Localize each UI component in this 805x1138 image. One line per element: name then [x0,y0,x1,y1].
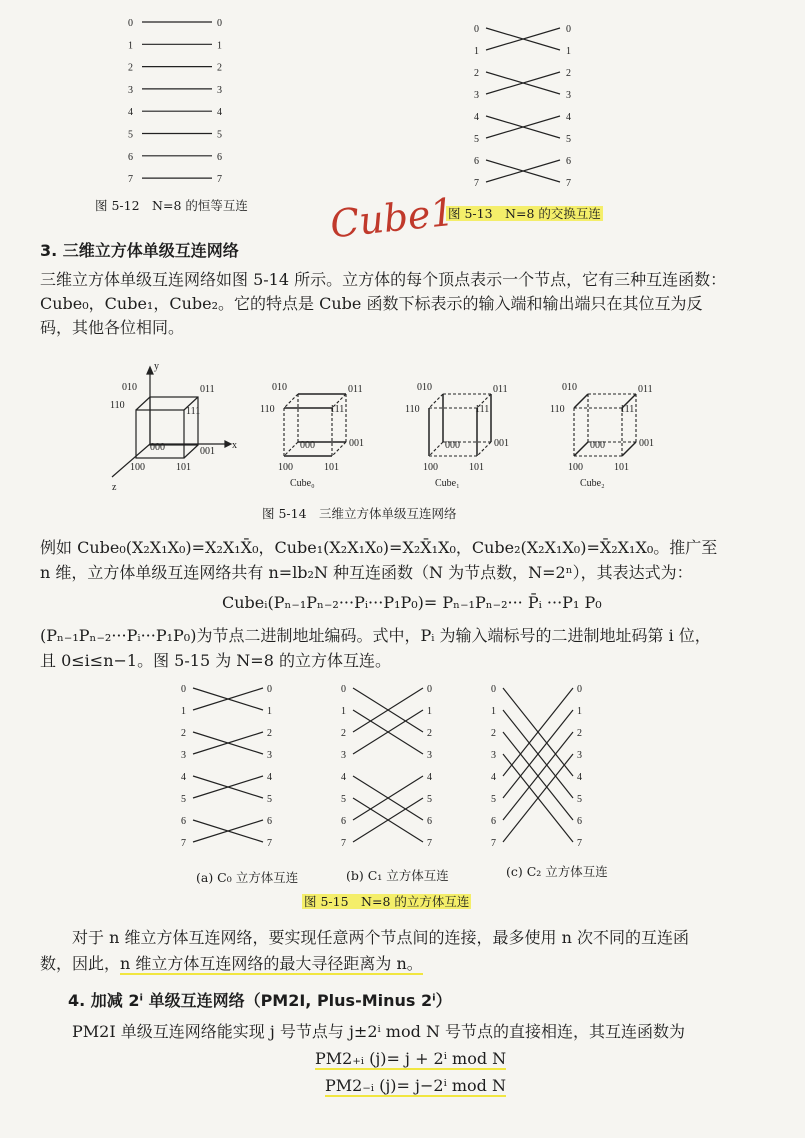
figure-5-12 [120,12,250,192]
fig15-0-in-3: 3 [181,750,186,761]
fig15-1-in-1: 1 [341,706,346,717]
fig15-1-out-6: 6 [427,816,432,827]
section-3-heading: 3. 三维立方体单级互连网络 [40,241,239,260]
paragraph-3-line-1: 对于 n 维立方体互连网络，要实现任意两个节点间的连接，最多使用 n 次不同的互连函 [72,928,689,947]
cube-1 [405,382,509,489]
cube-1-v-010: 010 [417,382,432,393]
figure-5-13 [470,18,585,198]
figure-5-13-caption [446,204,603,222]
cube-0-label: Cube₀ [290,478,315,489]
figure-5-13-caption-text: 图 5-13 N=8 的交换互连 [448,206,601,221]
section-3-paragraph: 三维立方体单级互连网络如图 5-14 所示。立方体的每个顶点表示一个节点，它有三种互连函数：Cube₀，Cube₁，Cube₂。它的特点是 Cube 函数下标表示的输入端和输出端只在其位互为反码，其他各位相同。 [40,270,727,337]
cube-2-v-011: 011 [638,384,653,395]
fig15-1-out-0: 0 [427,684,432,695]
figure-5-15 [175,680,615,850]
figure-5-14-caption: 图 5-14 三维立方体单级互连网络 [262,506,457,521]
f12-out-3: 3 [217,84,222,96]
fig15-1-out-7: 7 [427,838,432,849]
pm2-minus-formula-text: PM2₋ᵢ (j)= j−2ⁱ mod N [325,1076,506,1095]
f12-in-7: 7 [128,174,133,186]
axis-x: x [232,440,237,451]
cube-1-v-001: 001 [494,438,509,449]
fig15-0-out-2: 2 [267,728,272,739]
f13-out-6: 6 [566,156,571,167]
pm2-plus-formula [315,1049,506,1068]
figure-5-15-caption-text: 图 5-15 N=8 的立方体互连 [304,894,470,909]
fig15-2-in-7: 7 [491,838,496,849]
axis-z: z [112,482,117,493]
figure-5-14 [100,352,660,502]
fig15-sub-b: (b) C₁ 立方体互连 [346,868,449,883]
fig15-net-2 [491,684,582,849]
cube-2-edge-010-110 [574,394,588,408]
cube-formula: Cubeᵢ(Pₙ₋₁Pₙ₋₂···Pᵢ···P₁P₀)= Pₙ₋₁Pₙ₋₂··· P̄ᵢ ···P₁ P₀ [222,593,602,612]
v-001: 001 [200,446,215,457]
cube-0-edge-000-100 [284,442,298,456]
paragraph-2-line-4: 且 0≤i≤n−1。图 5-15 为 N=8 的立方体互连。 [40,651,391,670]
v-000: 000 [150,442,165,453]
fig15-0-out-0: 0 [267,684,272,695]
fig15-2-in-6: 6 [491,816,496,827]
f13-in-2: 2 [474,68,479,79]
cube-1-v-101: 101 [469,462,484,473]
fig15-2-in-5: 5 [491,794,496,805]
fig15-net-1 [341,684,432,849]
f12-in-4: 4 [128,107,133,119]
cube-1-v-111: 111 [475,404,490,415]
f13-out-2: 2 [566,68,571,79]
v-010: 010 [122,382,137,393]
fig15-1-in-7: 7 [341,838,346,849]
v-111: 111 [186,406,201,417]
f13-out-0: 0 [566,24,571,35]
f13-out-7: 7 [566,178,571,189]
f12-in-2: 2 [128,62,133,74]
f13-in-0: 0 [474,24,479,35]
f13-out-4: 4 [566,112,571,123]
f13-out-1: 1 [566,46,571,57]
paragraph-3-line-2b: n 维立方体互连网络的最大寻径距离为 n。 [120,954,423,973]
cube-2-v-111: 111 [620,404,635,415]
fig15-0-in-7: 7 [181,838,186,849]
cube-2-edge-001-101 [622,442,636,456]
f12-in-3: 3 [128,84,133,96]
cube-2-v-100: 100 [568,462,583,473]
cube-0-edge-001-101 [332,442,346,456]
fig15-2-in-4: 4 [491,772,496,783]
v-011: 011 [200,384,215,395]
v-100: 100 [130,462,145,473]
cube-1-v-100: 100 [423,462,438,473]
fig15-2-out-6: 6 [577,816,582,827]
f12-in-1: 1 [128,40,133,52]
cube-0-v-001: 001 [349,438,364,449]
v-110: 110 [110,400,125,411]
cube-0 [260,382,364,489]
cube-2-v-101: 101 [614,462,629,473]
f12-in-6: 6 [128,151,133,163]
fig15-2-out-5: 5 [577,794,582,805]
fig15-0-out-5: 5 [267,794,272,805]
cube-1-edge-001-101 [477,442,491,456]
fig15-0-out-7: 7 [267,838,272,849]
fig15-2-in-2: 2 [491,728,496,739]
fig15-0-out-6: 6 [267,816,272,827]
cube-2-label: Cube₂ [580,478,605,489]
fig15-1-in-6: 6 [341,816,346,827]
cube-0-edge-010-110 [284,394,298,408]
fig15-sub-c: (c) C₂ 立方体互连 [506,864,608,879]
fig15-0-in-6: 6 [181,816,186,827]
fig15-0-in-1: 1 [181,706,186,717]
fig15-1-in-5: 5 [341,794,346,805]
cube-1-edge-000-100 [429,442,443,456]
cube-2-v-001: 001 [639,438,654,449]
cube-0-v-011: 011 [348,384,363,395]
f13-in-7: 7 [474,178,479,189]
cube-2-v-110: 110 [550,404,565,415]
cube-2-edge-000-100 [574,442,588,456]
fig15-net-0 [181,684,272,849]
handwritten-note: Cube1 [328,189,457,247]
f12-out-1: 1 [217,40,222,52]
f13-out-3: 3 [566,90,571,101]
fig15-2-out-2: 2 [577,728,582,739]
f12-in-0: 0 [128,18,133,29]
cube-1-label: Cube₁ [435,478,460,489]
cube-1-v-110: 110 [405,404,420,415]
fig15-2-in-3: 3 [491,750,496,761]
cube-2 [550,382,654,489]
fig15-2-out-1: 1 [577,706,582,717]
section-4-heading: 4. 加减 2ⁱ 单级互连网络（PM2I, Plus-Minus 2ⁱ） [68,991,452,1010]
paragraph-2-line-3: (Pₙ₋₁Pₙ₋₂···Pᵢ···P₁P₀)为节点二进制地址编码。式中，Pᵢ 为输入端标号的二进制地址码第 i 位， [40,626,711,645]
cube-0-v-010: 010 [272,382,287,393]
f12-out-0: 0 [217,18,222,29]
fig15-0-in-4: 4 [181,772,186,783]
fig15-1-out-5: 5 [427,794,432,805]
f12-out-5: 5 [217,129,222,141]
cube-0-v-100: 100 [278,462,293,473]
pm2-minus-formula [325,1076,506,1095]
fig15-0-out-3: 3 [267,750,272,761]
f12-out-6: 6 [217,151,222,163]
cube-2-v-000: 000 [590,440,605,451]
fig15-2-out-4: 4 [577,772,582,783]
fig15-0-out-1: 1 [267,706,272,717]
figure-5-15-caption [302,892,471,910]
fig15-1-in-4: 4 [341,772,346,783]
paragraph-2-line-2: n 维，立方体单级互连网络共有 n=lb₂N 种互连函数（N 为节点数，N=2ⁿ），其表达式为： [40,563,693,582]
pm2-plus-formula-text: PM2₊ᵢ (j)= j + 2ⁱ mod N [315,1049,507,1068]
cube-1-v-011: 011 [493,384,508,395]
v-101: 101 [176,462,191,473]
paragraph-3-line-2 [40,952,760,976]
paragraph-2-line-1: 例如 Cube₀(X₂X₁X₀)=X₂X₁X̄₀，Cube₁(X₂X₁X₀)=X₂X̄₁X₀，Cube₂(X₂X₁X₀)=X̄₂X₁X₀。推广至 [40,538,718,557]
f13-in-5: 5 [474,134,479,145]
f13-in-4: 4 [474,112,479,123]
fig15-2-in-0: 0 [491,684,496,695]
f12-out-4: 4 [217,107,222,119]
f13-in-6: 6 [474,156,479,167]
cube-0-v-110: 110 [260,404,275,415]
cube-0-v-111: 111 [330,404,345,415]
fig15-1-out-2: 2 [427,728,432,739]
f13-out-5: 5 [566,134,571,145]
fig15-2-in-1: 1 [491,706,496,717]
fig15-0-in-0: 0 [181,684,186,695]
figure-5-12-caption: 图 5-12 N=8 的恒等互连 [95,198,248,213]
section-4-paragraph: PM2I 单级互连网络能实现 j 号节点与 j±2ⁱ mod N 号节点的直接相连，其互连函数为 [72,1022,686,1041]
cube-2-v-010: 010 [562,382,577,393]
fig15-1-out-4: 4 [427,772,432,783]
fig15-2-out-3: 3 [577,750,582,761]
cube-0-v-000: 000 [300,440,315,451]
f12-out-7: 7 [217,174,222,186]
cube-1-v-000: 000 [445,440,460,451]
paragraph-3-line-2a: 数，因此， [40,954,121,973]
fig15-1-out-3: 3 [427,750,432,761]
axis-y: y [154,361,159,372]
cube-1-edge-010-110 [429,394,443,408]
f12-out-2: 2 [217,62,222,74]
f13-in-3: 3 [474,90,479,101]
fig15-0-out-4: 4 [267,772,272,783]
fig15-sub-a: (a) C₀ 立方体互连 [196,870,299,885]
f13-in-1: 1 [474,46,479,57]
f12-in-5: 5 [128,129,133,141]
fig15-2-out-0: 0 [577,684,582,695]
fig15-0-in-5: 5 [181,794,186,805]
cube-0-v-101: 101 [324,462,339,473]
fig15-0-in-2: 2 [181,728,186,739]
fig15-1-in-2: 2 [341,728,346,739]
fig15-1-in-3: 3 [341,750,346,761]
fig15-1-out-1: 1 [427,706,432,717]
fig15-1-in-0: 0 [341,684,346,695]
fig15-2-out-7: 7 [577,838,582,849]
